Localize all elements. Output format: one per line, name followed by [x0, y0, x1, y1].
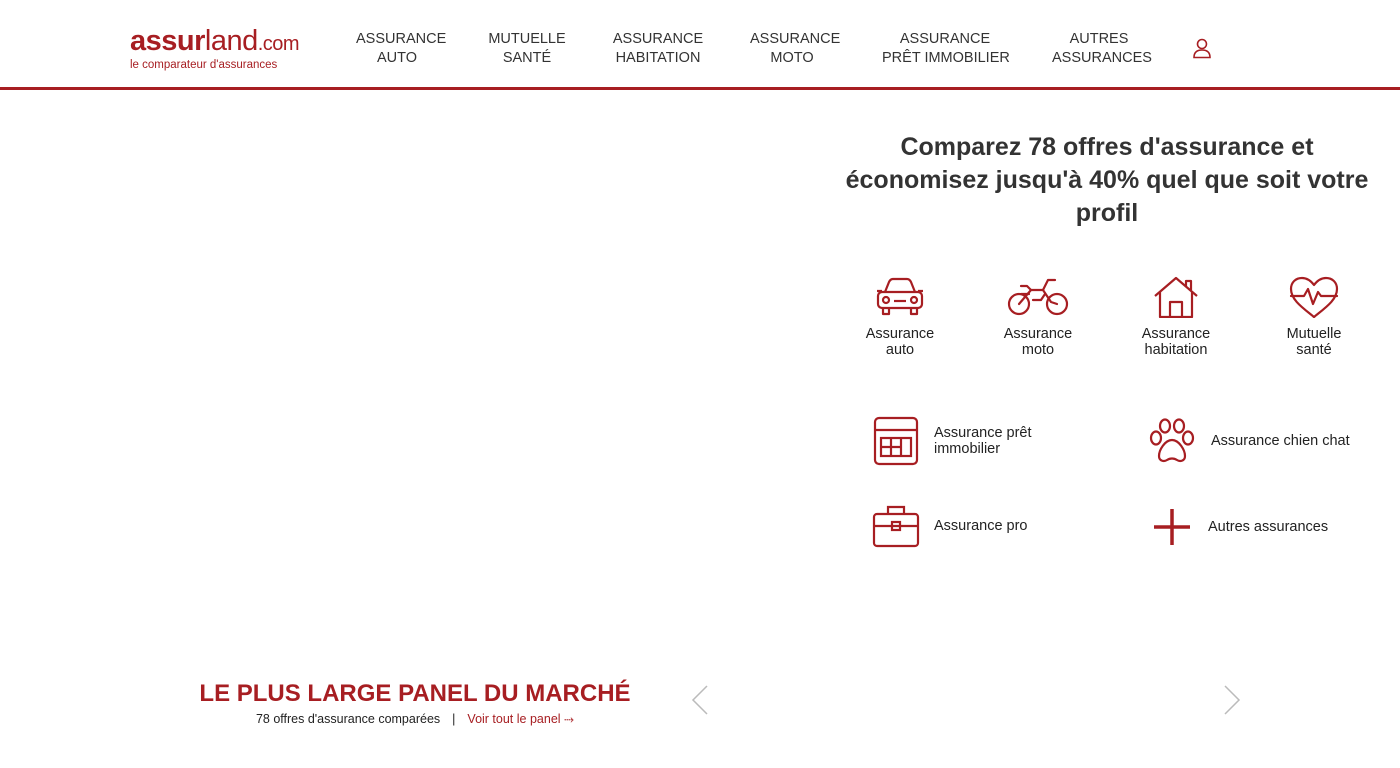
- product-assurance-auto[interactable]: [850, 276, 950, 358]
- product-label-line1: Assurance: [865, 326, 935, 342]
- hero-text: et: [1284, 133, 1314, 161]
- nav-assurance-habitation[interactable]: [612, 30, 704, 68]
- paw-icon: [1147, 418, 1197, 464]
- product-label: Autres assurances: [1208, 519, 1329, 535]
- hero-text: quel que soit votre profil: [1075, 166, 1369, 227]
- car-icon: [875, 276, 925, 318]
- nav-label-line1: ASSURANCE: [356, 31, 447, 47]
- nav-label-line2: HABITATION: [615, 50, 701, 66]
- nav-label-line2: ASSURANCES: [1052, 50, 1152, 66]
- hero-highlight-savings: économisez jusqu'à 40%: [845, 166, 1140, 194]
- nav-label-line1: ASSURANCE: [899, 31, 991, 47]
- nav-label-line1: MUTUELLE: [488, 31, 566, 47]
- carousel-next-arrow-icon[interactable]: [1222, 684, 1242, 716]
- panel-separator: |: [452, 712, 456, 726]
- product-label-line2: auto: [885, 342, 915, 358]
- product-label: Assurance chien chat: [1211, 433, 1350, 449]
- briefcase-icon: [872, 504, 920, 548]
- nav-assurance-auto[interactable]: [356, 30, 447, 68]
- nav-mutuelle-sante[interactable]: [488, 30, 566, 68]
- product-assurance-moto[interactable]: [988, 276, 1088, 358]
- panel-offers-count: 78 offres d'assurance comparées: [255, 712, 441, 726]
- hero-title: [840, 131, 1374, 230]
- product-label-line2: moto: [1021, 342, 1055, 358]
- house-icon: [1152, 276, 1200, 318]
- nav-label-line2: AUTO: [376, 50, 418, 66]
- arrow-right-icon: ⤑: [564, 712, 575, 726]
- nav-label-line2: SANTÉ: [502, 50, 552, 66]
- site-header: [0, 0, 1400, 90]
- hero-highlight-offers: 78 offres d'assurance: [1028, 133, 1285, 161]
- nav-assurance-pret-immobilier[interactable]: [882, 30, 1008, 68]
- nav-label-line1: ASSURANCE: [750, 31, 841, 47]
- panel-subtitle: [160, 712, 670, 727]
- user-icon[interactable]: [1191, 37, 1213, 59]
- nav-label-line1: AUTRES: [1069, 31, 1129, 47]
- nav-label-line1: ASSURANCE: [612, 31, 704, 47]
- nav-label-line2: PRÊT IMMOBILIER: [882, 50, 1010, 66]
- product-label-line2: habitation: [1144, 342, 1208, 358]
- product-mutuelle-sante[interactable]: [1264, 276, 1364, 358]
- product-assurance-habitation[interactable]: [1126, 276, 1226, 358]
- product-label-line2: santé: [1296, 342, 1332, 358]
- product-assurance-pret-immobilier[interactable]: [872, 416, 1092, 466]
- nav-autres-assurances[interactable]: [1052, 30, 1152, 68]
- panel-link-label: Voir tout le panel: [467, 712, 561, 726]
- product-label-line1: Mutuelle: [1286, 326, 1342, 342]
- logo-wordmark: assurland.com: [130, 25, 300, 57]
- panel-title: LE PLUS LARGE PANEL DU MARCHÉ: [199, 680, 631, 707]
- nav-assurance-moto[interactable]: [750, 30, 841, 68]
- site-logo[interactable]: [130, 26, 330, 71]
- nav-label-line2: MOTO: [770, 50, 814, 66]
- carousel-prev-arrow-icon[interactable]: [690, 684, 710, 716]
- motorcycle-icon: [1007, 276, 1069, 318]
- heart-pulse-icon: [1289, 276, 1339, 318]
- product-label-line1: Assurance prêt: [934, 425, 1032, 441]
- plus-icon: [1150, 507, 1194, 547]
- product-label: [934, 425, 1032, 457]
- hero-text: Comparez: [900, 133, 1029, 161]
- product-assurance-pro[interactable]: [872, 503, 1092, 549]
- product-label-line1: Assurance: [1141, 326, 1211, 342]
- product-label-line1: Assurance: [1003, 326, 1073, 342]
- product-assurance-chien-chat[interactable]: [1147, 416, 1367, 466]
- product-label-line2: immobilier: [934, 441, 1001, 457]
- logo-tagline: le comparateur d'assurances: [130, 59, 278, 71]
- panel-link[interactable]: [467, 712, 574, 726]
- product-autres-assurances[interactable]: [1150, 506, 1370, 548]
- product-label: Assurance pro: [934, 518, 1028, 534]
- calculator-icon: [872, 416, 920, 466]
